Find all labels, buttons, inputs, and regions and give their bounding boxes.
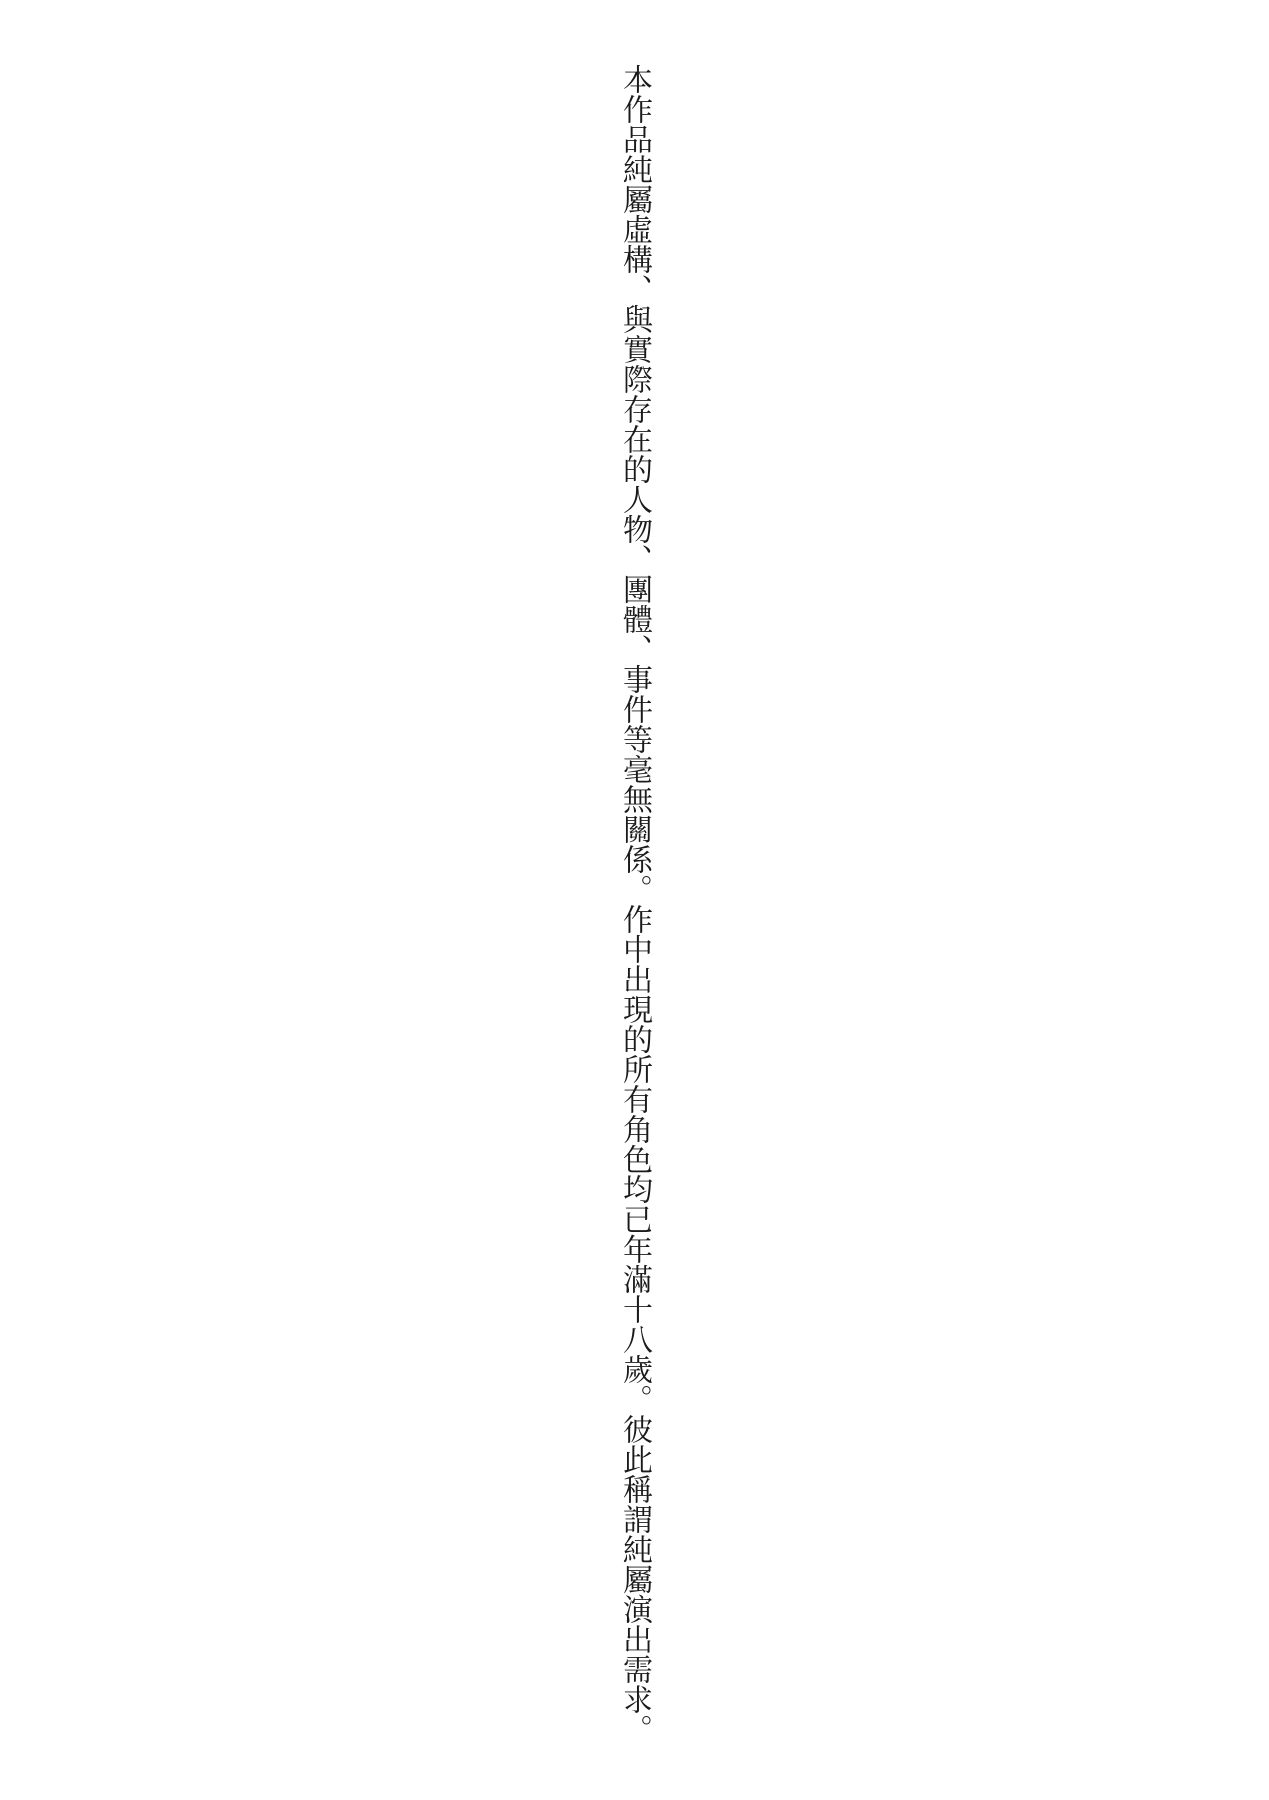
- disclaimer-vertical-text: 本作品純屬虛構、與實際存在的人物、團體、事件等毫無關係。作中出現的所有角色均已年滿十八歲。彼此稱謂純屬演出需求。: [618, 64, 651, 1744]
